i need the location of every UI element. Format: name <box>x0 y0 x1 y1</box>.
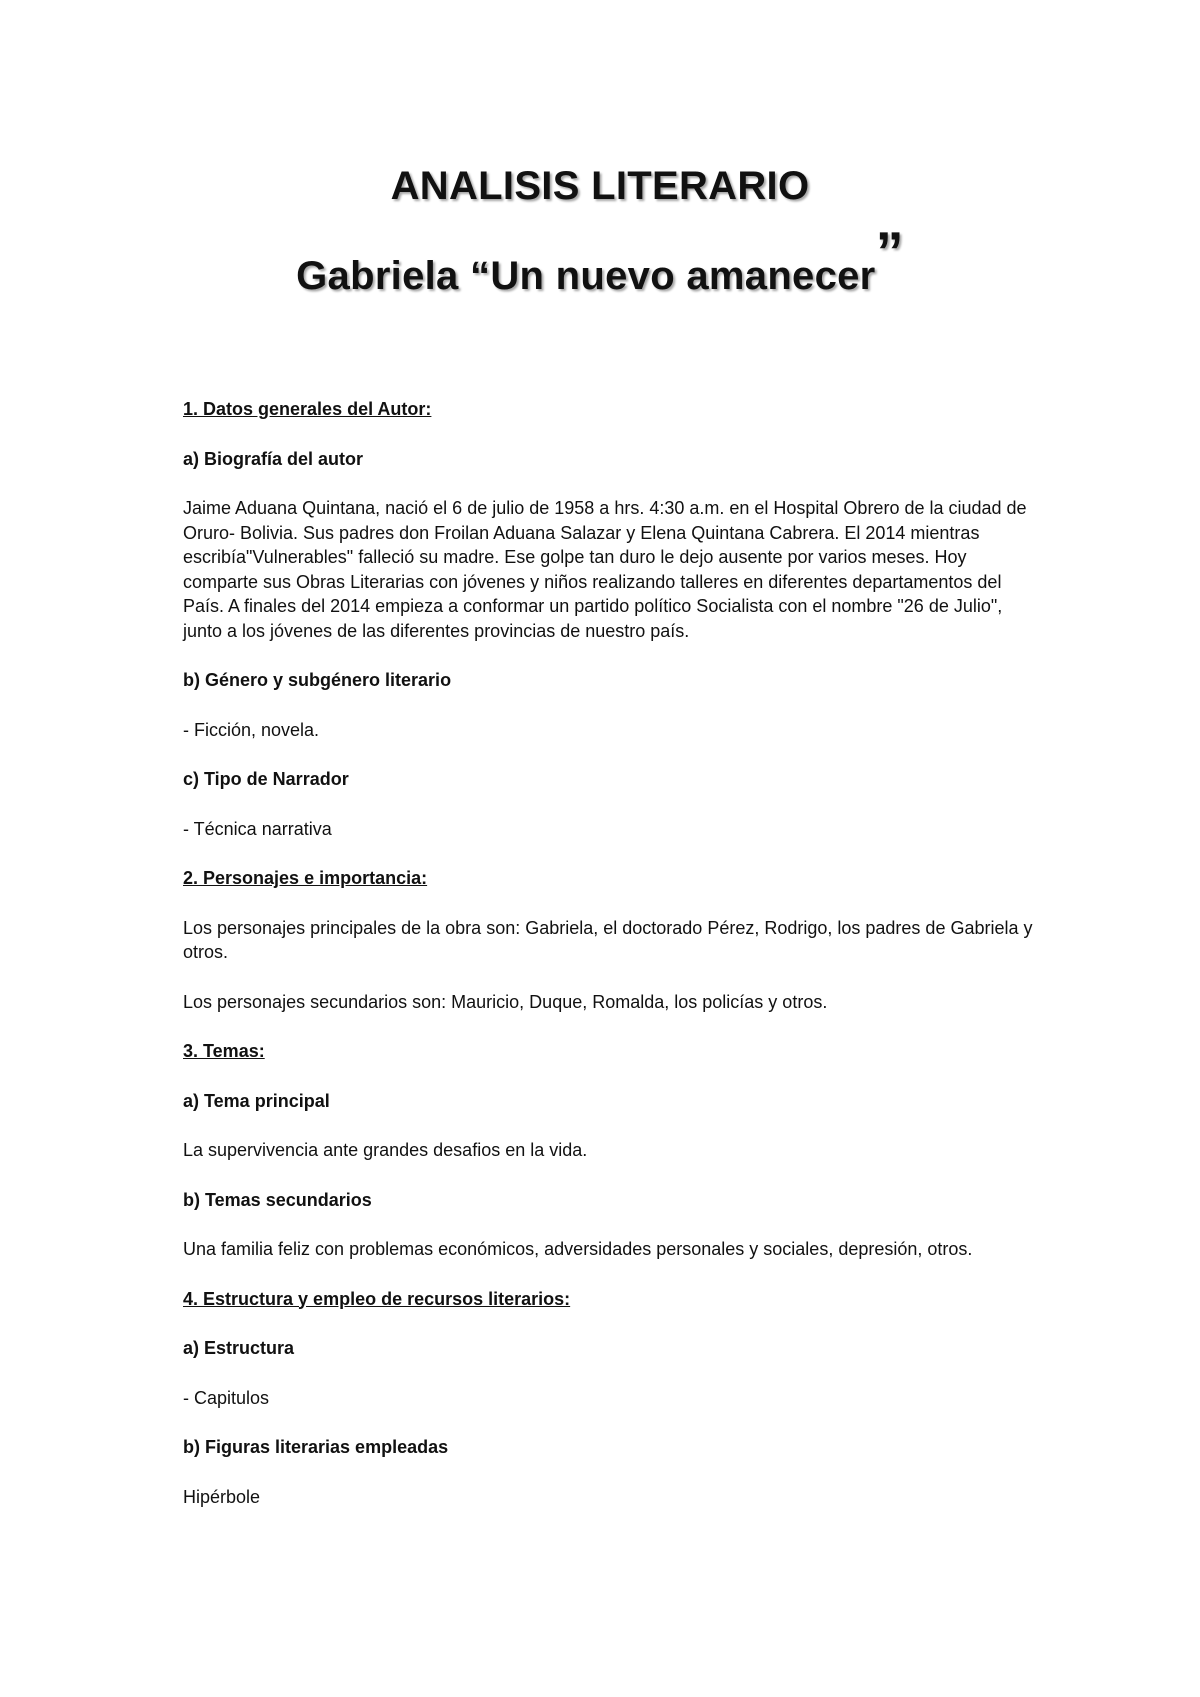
paragraph-personajes-principales: Los personajes principales de la obra son: Gabriela, el doctorado Pérez, Rodrigo, los padres de Gabriela y otros. <box>183 917 1033 962</box>
paragraph-figuras: Hipérbole <box>183 1486 261 1507</box>
document-subtitle <box>0 220 1200 299</box>
subheading-temas-secundarios: b) Temas secundarios <box>183 1189 372 1210</box>
paragraph-temas-secundarios: Una familia feliz con problemas económicos, adversidades personales y sociales, depresión, otros. <box>183 1239 973 1259</box>
paragraph-estructura: - Capitulos <box>183 1387 270 1408</box>
paragraph-personajes-secundarios: Los personajes secundarios son: Mauricio, Duque, Romalda, los policías y otros. <box>183 991 828 1012</box>
section-heading-temas: 3. Temas: <box>183 1041 265 1061</box>
paragraph-genero: - Ficción, novela. <box>183 719 320 740</box>
subtitle-text: Gabriela “Un nuevo amanecer <box>296 254 876 298</box>
subheading-figuras: b) Figuras literarias empleadas <box>183 1437 449 1457</box>
subheading-biografia: a) Biografía del autor <box>183 448 364 469</box>
subtitle-close-quote: ” <box>875 220 904 283</box>
section-heading-datos: 1. Datos generales del Autor: <box>183 399 432 419</box>
paragraph-biografia: Jaime Aduana Quintana, nació el 6 de julio de 1958 a hrs. 4:30 a.m. en el Hospital Obrero de la ciudad de Oruro- Bolivia. Sus padres don Froilan Aduana Salazar y Elena Quintana Cabrera. El 2014 mientras escribía"Vulnerables" falleció su madre. Ese golpe tan duro le dejo ausente por varios meses. Hoy comparte sus Obras Literarias con jóvenes y niños realizando talleres en diferentes departamentos del País. A finales del 2014 empieza a conformar un partido político Socialista con el nombre "26 de Julio", junto a los jóvenes de las diferentes provincias de nuestro país. <box>183 498 1027 641</box>
subheading-estructura: a) Estructura <box>183 1338 295 1358</box>
section-heading-estructura: 4. Estructura y empleo de recursos literarios: <box>183 1288 571 1309</box>
section-heading-personajes: 2. Personajes e importancia: <box>183 868 428 888</box>
paragraph-narrador: - Técnica narrativa <box>183 818 332 839</box>
paragraph-tema-principal: La supervivencia ante grandes desafios en la vida. <box>183 1140 588 1160</box>
document-body <box>183 397 1033 1534</box>
subheading-narrador: c) Tipo de Narrador <box>183 769 349 789</box>
subheading-tema-principal: a) Tema principal <box>183 1090 330 1111</box>
subheading-genero: b) Género y subgénero literario <box>183 670 452 690</box>
document-title: ANALISIS LITERARIO <box>390 164 810 208</box>
